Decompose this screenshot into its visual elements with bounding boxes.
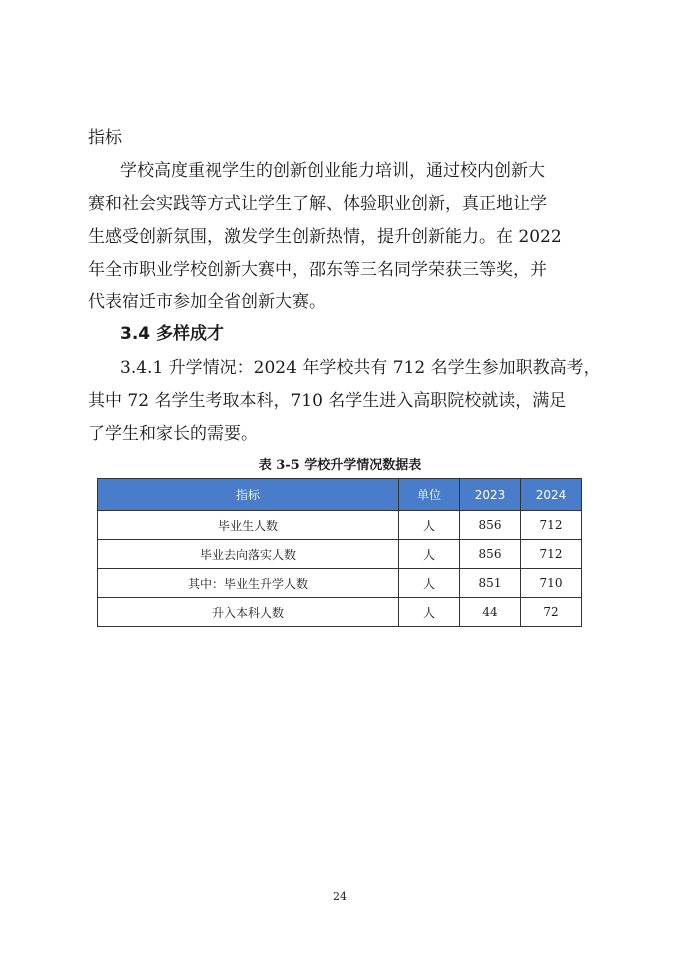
text-line: 其中 72 名学生考取本科，710 名学生进入高职院校就读，满足: [88, 391, 567, 411]
cell-unit: 人: [399, 569, 460, 598]
header-2024: 2024: [521, 479, 582, 511]
enrollment-table: [97, 478, 582, 627]
cell-indicator: 升入本科人数: [98, 598, 399, 627]
page-number: 24: [333, 890, 347, 903]
table-row: [98, 569, 582, 598]
text-line: 年全市职业学校创新大赛中，邵东等三名同学荣获三等奖，并: [88, 260, 547, 280]
header-unit: 单位: [399, 479, 460, 511]
table-caption: 表 3-5 学校升学情况数据表: [258, 458, 422, 473]
table-row: [98, 511, 582, 540]
text-line: 生感受创新氛围，激发学生创新热情，提升创新能力。在 2022: [88, 227, 562, 247]
cell-indicator: 其中：毕业生升学人数: [98, 569, 399, 598]
cell-2024: 72: [521, 598, 582, 627]
text-line: 了学生和家长的需要。: [88, 424, 258, 444]
cell-2023: 856: [460, 511, 521, 540]
cell-2024: 710: [521, 569, 582, 598]
text-line: 指标: [88, 128, 122, 148]
cell-unit: 人: [399, 598, 460, 627]
text-line: 代表宿迁市参加全省创新大赛。: [88, 292, 326, 312]
cell-2024: 712: [521, 511, 582, 540]
header-indicator: 指标: [98, 479, 399, 511]
cell-2023: 856: [460, 540, 521, 569]
cell-2023: 851: [460, 569, 521, 598]
cell-indicator: 毕业生人数: [98, 511, 399, 540]
cell-unit: 人: [399, 540, 460, 569]
table-row: [98, 598, 582, 627]
section-heading: 3.4 多样成才: [120, 324, 225, 344]
header-2023: 2023: [460, 479, 521, 511]
cell-2023: 44: [460, 598, 521, 627]
table-row: [98, 540, 582, 569]
cell-2024: 712: [521, 540, 582, 569]
text-line: 赛和社会实践等方式让学生了解、体验职业创新，真正地让学: [88, 194, 547, 214]
table-header-row: [98, 479, 582, 511]
cell-indicator: 毕业去向落实人数: [98, 540, 399, 569]
text-line: 3.4.1 升学情况：2024 年学校共有 712 名学生参加职教高考，: [120, 358, 601, 378]
cell-unit: 人: [399, 511, 460, 540]
text-line: 学校高度重视学生的创新创业能力培训，通过校内创新大: [120, 161, 545, 181]
